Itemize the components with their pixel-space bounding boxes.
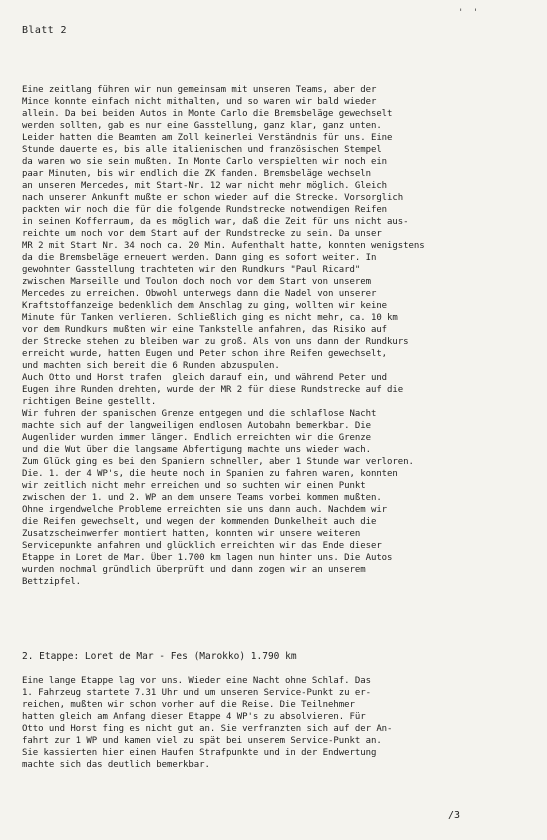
text-line: Augenlider wurden immer länger. Endlich erreichten wir die Grenze bbox=[22, 433, 371, 443]
corner-marks: ' ' bbox=[458, 8, 481, 18]
text-line: da die Bremsbeläge erneuert werden. Dann ging es sofort weiter. In bbox=[22, 253, 377, 263]
text-line: nach unserer Ankunft mußte er schon wieder auf die Strecke. Vorsorglich bbox=[22, 193, 404, 203]
text-line: richtigen Beine gestellt. bbox=[22, 397, 157, 407]
text-line: Mince konnte einfach nicht mithalten, und so waren wir bald wieder bbox=[22, 97, 377, 107]
text-line: vor dem Rundkurs mußten wir eine Tankstelle anfahren, das Risiko auf bbox=[22, 325, 388, 335]
text-line: in seinen Kofferraum, da es möglich war, daß die Zeit für uns nicht aus- bbox=[22, 217, 409, 227]
text-line: Minute für Tanken verlieren. Schließlich ging es nicht mehr, ca. 10 km bbox=[22, 313, 398, 323]
text-line: Auch Otto und Horst trafen gleich darauf ein, und während Peter und bbox=[22, 373, 388, 383]
text-line: Servicepunkte anfahren und glücklich erreichten wir das Ende dieser bbox=[22, 541, 382, 551]
text-line: machte sich das deutlich bemerkbar. bbox=[22, 760, 210, 770]
text-line: reichen, mußten wir schon vorher auf die Reise. Die Teilnehmer bbox=[22, 700, 355, 710]
text-line: Die. 1. der 4 WP's, die heute noch in Spanien zu fahren waren, konnten bbox=[22, 469, 398, 479]
text-line: hatten gleich am Anfang dieser Etappe 4 WP's zu absolvieren. Für bbox=[22, 712, 366, 722]
text-line: Otto und Horst fing es nicht gut an. Sie verfranzten sich auf der An- bbox=[22, 724, 393, 734]
text-line: fahrt zur 1 WP und kamen viel zu spät bei unserem Service-Punkt an. bbox=[22, 736, 382, 746]
text-line: und machten sich bereit die 6 Runden abzuspulen. bbox=[22, 361, 280, 371]
sheet-label: Blatt 2 bbox=[22, 25, 67, 36]
text-line: paar Minuten, bis wir endlich die ZK fanden. Bremsbeläge wechseln bbox=[22, 169, 371, 179]
text-line: reichte um noch vor dem Start auf der Rundstrecke zu sein. Da unser bbox=[22, 229, 382, 239]
text-line: werden sollten, gab es nur eine Gasstellung, ganz klar, ganz unten. bbox=[22, 121, 382, 131]
text-line: Zum Glück ging es bei den Spaniern schneller, aber 1 Stunde war verloren. bbox=[22, 457, 414, 467]
text-line: allein. Da bei beiden Autos in Monte Carlo die Bremsbeläge gewechselt bbox=[22, 109, 393, 119]
text-line: Eugen ihre Runden drehten, wurde der MR 2 für diese Rundstrecke auf die bbox=[22, 385, 404, 395]
text-line: machte sich auf der langweiligen endlosen Autobahn bemerkbar. Die bbox=[22, 421, 371, 431]
text-line: Eine zeitlang führen wir nun gemeinsam mit unseren Teams, aber der bbox=[22, 85, 377, 95]
text-line: der Strecke stehen zu bleiben war zu groß. Als von uns dann der Rundkurs bbox=[22, 337, 409, 347]
text-line: an unseren Mercedes, mit Start-Nr. 12 war nicht mehr möglich. Gleich bbox=[22, 181, 388, 191]
text-line: da waren wo sie sein mußten. In Monte Carlo verspielten wir noch ein bbox=[22, 157, 388, 167]
section-heading: 2. Etappe: Loret de Mar - Fes (Marokko) 1.790 km bbox=[22, 651, 297, 662]
text-line: Leider hatten die Beamten am Zoll keinerlei Verständnis für uns. Eine bbox=[22, 133, 393, 143]
text-line: MR 2 mit Start Nr. 34 noch ca. 20 Min. Aufenthalt hatte, konnten wenigstens bbox=[22, 241, 425, 251]
paragraph-rally-stage-1 bbox=[22, 84, 537, 588]
text-line: wir zeitlich nicht mehr erreichen und so suchten wir einen Punkt bbox=[22, 481, 366, 491]
text-line: gewohnter Gasstellung trachteten wir den Rundkurs "Paul Ricard" bbox=[22, 265, 361, 275]
text-line: Ohne irgendwelche Probleme erreichten sie uns dann auch. Nachdem wir bbox=[22, 505, 388, 515]
text-line: Kraftstoffanzeige bedenklich dem Anschlag zu ging, wollten wir keine bbox=[22, 301, 388, 311]
text-line: Wir fuhren der spanischen Grenze entgegen und die schlaflose Nacht bbox=[22, 409, 377, 419]
text-line: und die Wut über die langsame Abfertigung machte uns wieder wach. bbox=[22, 445, 371, 455]
text-line: packten wir noch die für die folgende Rundstrecke notwendigen Reifen bbox=[22, 205, 388, 215]
text-line: zwischen Marseille und Toulon doch noch vor dem Start von unserem bbox=[22, 277, 371, 287]
text-line: erreicht wurde, hatten Eugen und Peter schon ihre Reifen gewechselt, bbox=[22, 349, 388, 359]
text-line: Eine lange Etappe lag vor uns. Wieder eine Nacht ohne Schlaf. Das bbox=[22, 676, 371, 686]
text-line: Mercedes zu erreichen. Obwohl unterwegs dann die Nadel von unserer bbox=[22, 289, 377, 299]
text-line: Stunde dauerte es, bis alle italienischen und französischen Stempel bbox=[22, 145, 382, 155]
text-line: Zusatzscheinwerfer montiert hatten, konnten wir unsere weiteren bbox=[22, 529, 361, 539]
text-line: die Reifen gewechselt, und wegen der kommenden Dunkelheit auch die bbox=[22, 517, 377, 527]
text-line: Etappe in Loret de Mar. Über 1.700 km lagen nun hinter uns. Die Autos bbox=[22, 553, 393, 563]
paragraph-rally-stage-2 bbox=[22, 675, 537, 771]
text-line: zwischen der 1. und 2. WP an dem unsere Teams vorbei kommen mußten. bbox=[22, 493, 382, 503]
text-line: 1. Fahrzeug startete 7.31 Uhr und um unseren Service-Punkt zu er- bbox=[22, 688, 371, 698]
text-line: wurden nochmal gründlich überprüft und dann zogen wir an unserem bbox=[22, 565, 366, 575]
page-number: /3 bbox=[448, 810, 461, 821]
text-line: Sie kassierten hier einen Haufen Strafpunkte und in der Endwertung bbox=[22, 748, 377, 758]
text-line: Bettzipfel. bbox=[22, 577, 82, 587]
